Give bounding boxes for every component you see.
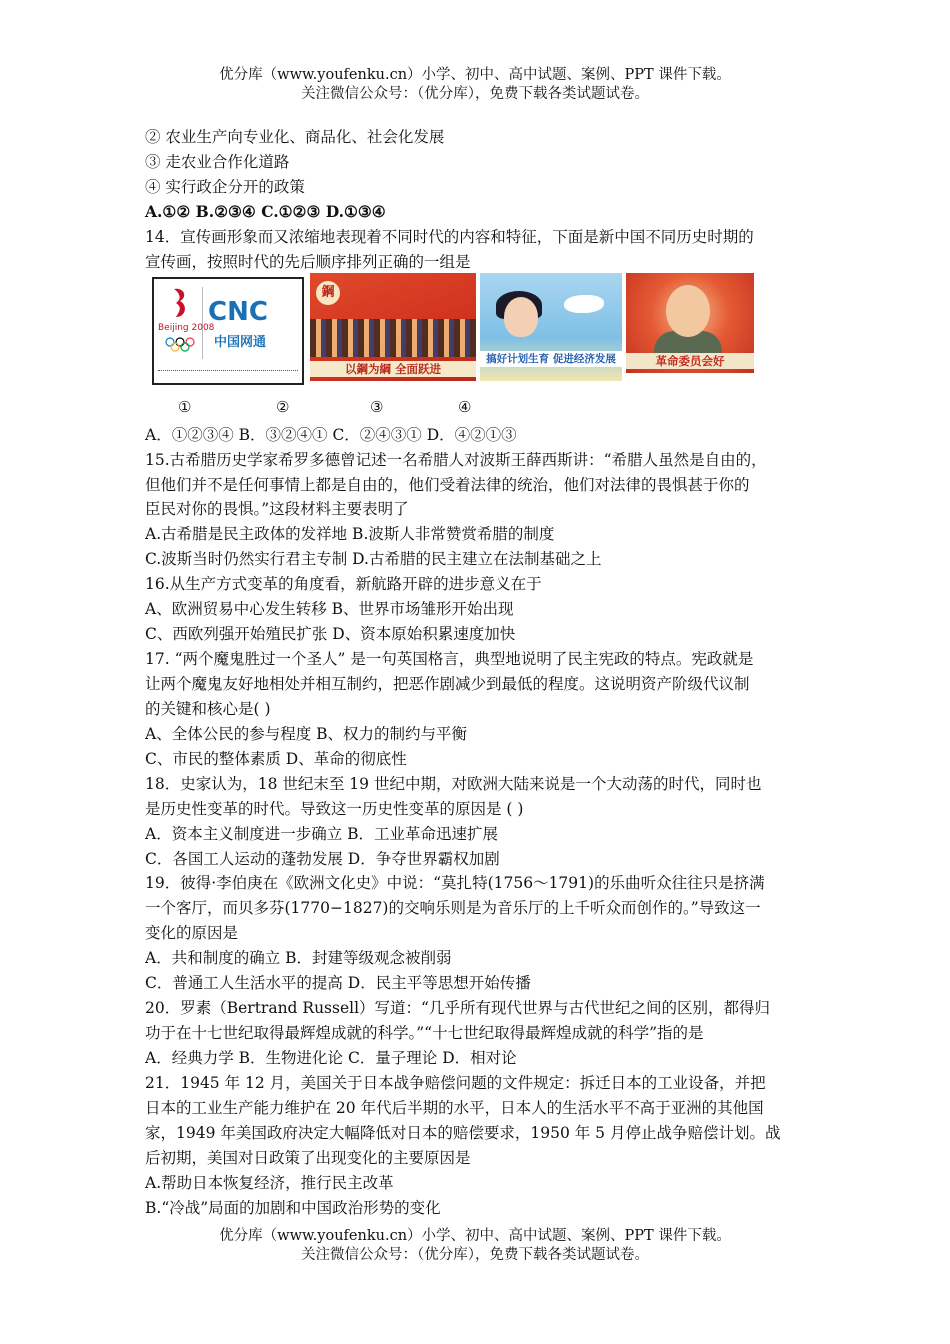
q16-stem: 16.从生产方式变革的角度看，新航路开辟的进步意义在于 xyxy=(145,575,542,593)
q15-stem-line-3: 臣民对你的畏惧。”这段材料主要表明了 xyxy=(145,500,409,518)
poster-label-1: ① xyxy=(178,398,192,416)
q15-options-ab: A.古希腊是民主政体的发祥地 B.波斯人非常赞赏希腊的制度 xyxy=(145,525,555,543)
footer-line-2: 关注微信公众号：（优分库），免费下载各类试题试卷。 xyxy=(301,1247,649,1263)
q19-stem-line-2: 一个客厅，而贝多芬(1770−1827)的交响乐则是为音乐厅的上千听众而创作的。”导致这一 xyxy=(145,899,761,917)
poster-4-portrait-face xyxy=(666,285,710,337)
page-header xyxy=(0,66,950,104)
poster-4 xyxy=(626,273,754,373)
q18-options-cd: C．各国工人运动的蓬勃发展 D．争夺世界霸权加剧 xyxy=(145,850,500,868)
dove-icon xyxy=(564,295,604,313)
poster-label-3: ③ xyxy=(370,398,384,416)
q16-options-ab: A、欧洲贸易中心发生转移 B、世界市场雏形开始出现 xyxy=(145,600,514,618)
steel-badge: 鋼 xyxy=(316,281,340,305)
q21-option-b: B.“冷战”局面的加剧和中国政治形势的变化 xyxy=(145,1199,441,1217)
poster-2-caption: 以鋼为綱 全面跃进 xyxy=(310,361,476,377)
cnc-logo: CNC xyxy=(208,297,268,327)
header-line-2: 关注微信公众号：（优分库），免费下载各类试题试卷。 xyxy=(301,86,649,102)
q19-options-ab: A．共和制度的确立 B．封建等级观念被削弱 xyxy=(145,949,452,967)
cnc-logo-subtitle: 中国网通 xyxy=(214,335,267,350)
q16-options-cd: C、西欧列强开始殖民扩张 D、资本原始积累速度加快 xyxy=(145,625,516,643)
poster-2 xyxy=(310,273,476,381)
q14-stem-line-2: 宣传画，按照时代的先后顺序排列正确的一组是 xyxy=(145,253,471,271)
q17-stem-line-2: 让两个魔鬼友好地相处并相互制约，把恶作剧减少到最低的程度。这说明资产阶级代议制 xyxy=(145,675,750,693)
q15-stem-line-1: 15.古希腊历史学家希罗多德曾记述一名希腊人对波斯王薛西斯讲：“希腊人虽然是自由的， xyxy=(145,451,767,469)
olympic-emblem-icon xyxy=(166,285,192,321)
poster-row xyxy=(152,271,762,389)
q21-stem-line-3: 家，1949 年美国政府决定大幅降低对日本的赔偿要求，1950 年 5 月停止战争赔偿计划。战 xyxy=(145,1124,781,1142)
header-line-1: 优分库（www.youfenku.cn）小学、初中、高中试题、案例、PPT 课件下载。 xyxy=(219,67,731,83)
q20-stem-line-1: 20．罗素（Bertrand Russell）写道：“几乎所有现代世界与古代世纪之间的区别，都得归 xyxy=(145,999,770,1017)
q17-options-cd: C、市民的整体素质 D、革命的彻底性 xyxy=(145,750,407,768)
q18-stem-line-1: 18．史家认为，18 世纪末至 19 世纪中期，对欧洲大陆来说是一个大动荡的时代，同时也 xyxy=(145,775,762,793)
q15-stem-line-2: 但他们并不是任何事情上都是自由的，他们受着法律的统治，他们对法律的畏惧甚于你的 xyxy=(145,476,750,494)
page-footer xyxy=(0,1227,950,1265)
q21-stem-line-2: 日本的工业生产能力维护在 20 年代后半期的水平，日本人的生活水平不高于亚洲的其他国 xyxy=(145,1099,764,1117)
q14-answers: A．①②③④ B．③②④① C．②④③① D．④②①③ xyxy=(145,426,517,444)
q15-options-cd: C.波斯当时仍然实行君主专制 D.古希腊的民主建立在法制基础之上 xyxy=(145,550,602,568)
footer-line-1: 优分库（www.youfenku.cn）小学、初中、高中试题、案例、PPT 课件下载。 xyxy=(219,1228,731,1244)
q17-stem-line-1: 17. “两个魔鬼胜过一个圣人” 是一句英国格言，典型地说明了民主宪政的特点。宪政就是 xyxy=(145,650,754,668)
q17-stem-line-3: 的关键和核心是( ) xyxy=(145,700,271,718)
q20-stem-line-2: 功于在十七世纪取得最辉煌成就的科学。”“十七世纪取得最辉煌成就的科学”指的是 xyxy=(145,1024,704,1042)
poster-1-footer-strip xyxy=(158,370,298,377)
poster-2-crowd-illustration xyxy=(310,319,476,357)
poster-3-mother-face xyxy=(504,297,538,337)
q13-option-4: ④ 实行政企分开的政策 xyxy=(145,178,305,196)
q21-stem-line-4: 后初期，美国对日政策了出现变化的主要原因是 xyxy=(145,1149,471,1167)
q13-answers: A.①② B.②③④ C.①②③ D.①③④ xyxy=(145,202,386,221)
q14-stem-line-1: 14．宣传画形象而又浓缩地表现着不同时代的内容和特征，下面是新中国不同历史时期的 xyxy=(145,228,754,246)
q19-stem-line-1: 19．彼得·李伯庚在《欧洲文化史》中说：“莫扎特(1756～1791)的乐曲听众往往只是挤满 xyxy=(145,874,765,892)
poster-4-caption: 革命委员会好 xyxy=(626,353,754,369)
olympic-rings-icon xyxy=(164,337,198,353)
poster-3-caption: 搞好计划生育 促进经济发展 xyxy=(480,351,622,367)
q18-options-ab: A．资本主义制度进一步确立 B．工业革命迅速扩展 xyxy=(145,825,499,843)
olympic-text: Beijing 2008 xyxy=(158,323,215,333)
q13-option-2: ② 农业生产向专业化、商品化、社会化发展 xyxy=(145,128,445,146)
q21-option-a: A.帮助日本恢复经济，推行民主改革 xyxy=(145,1174,394,1192)
q21-stem-line-1: 21．1945 年 12 月，美国关于日本战争赔偿问题的文件规定：拆迁日本的工业设备，并把 xyxy=(145,1074,766,1092)
q19-options-cd: C．普通工人生活水平的提高 D．民主平等思想开始传播 xyxy=(145,974,531,992)
poster-label-4: ④ xyxy=(458,398,472,416)
q18-stem-line-2: 是历史性变革的时代。导致这一历史性变革的原因是 ( ) xyxy=(145,800,524,818)
q20-options: A．经典力学 B．生物进化论 C．量子理论 D．相对论 xyxy=(145,1049,517,1067)
poster-label-2: ② xyxy=(276,398,290,416)
q19-stem-line-3: 变化的原因是 xyxy=(145,924,239,942)
poster-1 xyxy=(152,277,304,385)
poster-3 xyxy=(480,273,622,381)
q13-option-3: ③ 走农业合作化道路 xyxy=(145,153,290,171)
q17-options-ab: A、全体公民的参与程度 B、权力的制约与平衡 xyxy=(145,725,468,743)
